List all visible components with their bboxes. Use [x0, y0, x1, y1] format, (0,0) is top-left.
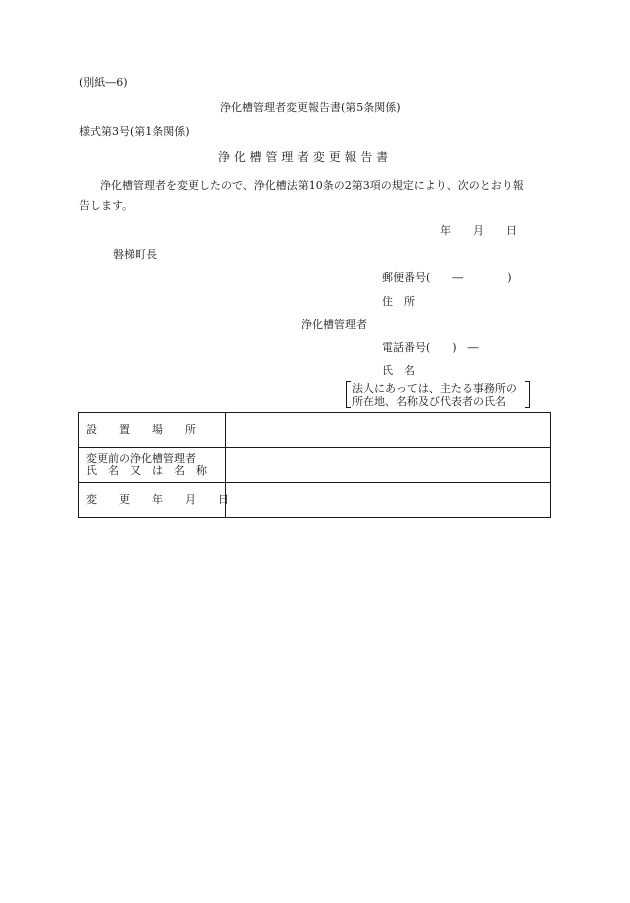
installation-location-value[interactable]: [226, 413, 551, 448]
applicant-role: 浄化槽管理者: [301, 318, 367, 331]
body-text-line-1: 浄化槽管理者を変更したので、浄化槽法第10条の2第3項の規定により、次のとおり報: [100, 179, 524, 192]
corporation-note-line-2: 所在地、名称及び代表者の氏名: [352, 395, 506, 408]
postal-code-field: 郵便番号( ― ): [382, 271, 512, 284]
table-row: [79, 483, 551, 518]
phone-field: 電話番号( ) ―: [382, 341, 479, 354]
corporation-note-line-1: 法人にあっては、主たる事務所の: [352, 382, 517, 395]
corporation-note: [346, 381, 530, 408]
form-title: 浄 化 槽 管 理 者 変 更 報 告 書: [218, 150, 389, 164]
body-text-line-2: 告します。: [79, 199, 134, 212]
change-date-label: [79, 483, 229, 518]
label-line: 変更前の浄化槽管理者: [86, 452, 196, 465]
table-row: [79, 448, 551, 483]
previous-manager-value[interactable]: [226, 448, 551, 483]
table-row: [79, 413, 551, 448]
document-title: 浄化槽管理者変更報告書(第5条関係): [220, 101, 401, 114]
report-table: [78, 412, 551, 518]
date-field: 年 月 日: [440, 224, 517, 237]
annex-label: (別紙―6): [79, 76, 128, 89]
addressee: 磐梯町長: [113, 248, 157, 261]
label-line: 氏 名 又 は 名 称: [86, 464, 207, 477]
change-date-value[interactable]: [226, 483, 551, 518]
label-line: 設 置 場 所: [86, 423, 196, 436]
label-line: 変 更 年 月 日: [86, 493, 229, 506]
previous-manager-label: [79, 448, 226, 483]
address-field: 住 所: [382, 295, 415, 308]
installation-location-label: [79, 413, 226, 448]
name-field: 氏 名: [382, 364, 415, 377]
form-number: 様式第3号(第1条関係): [79, 125, 190, 138]
